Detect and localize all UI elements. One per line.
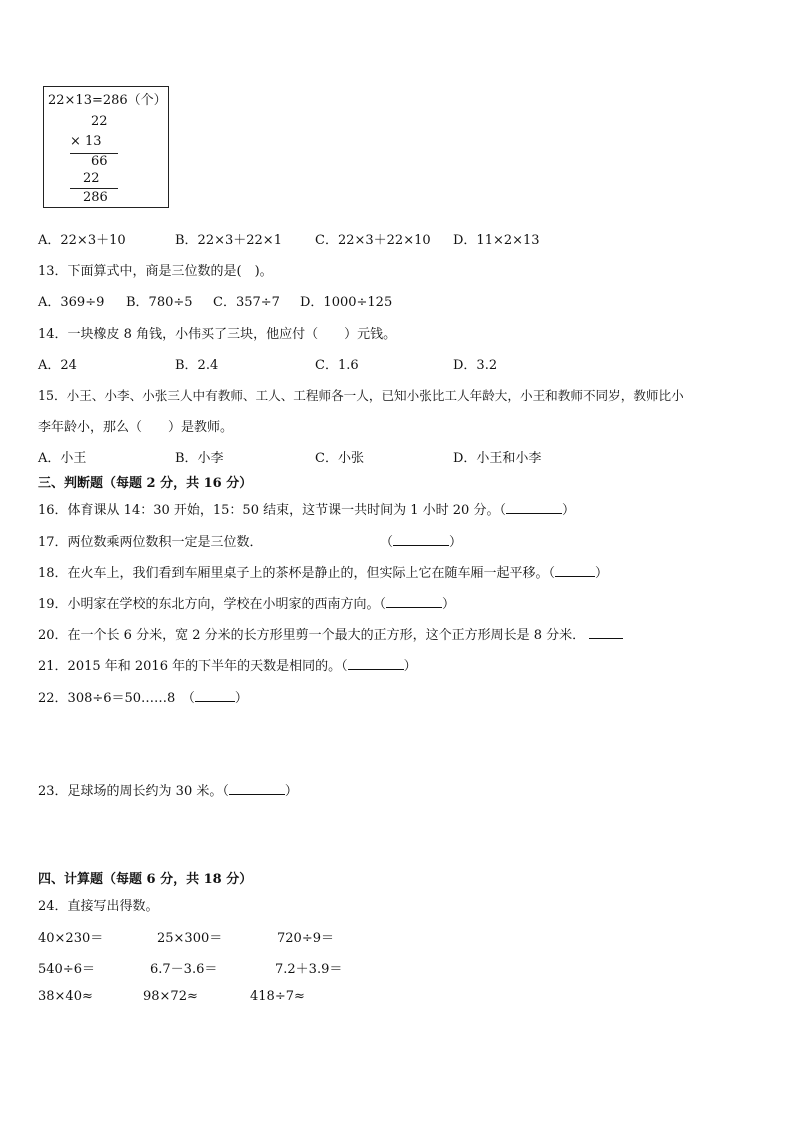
q16: [38, 499, 575, 518]
q23-tail: ）: [284, 784, 298, 799]
calc-multiplier: × 13: [70, 134, 102, 149]
q19: [38, 593, 455, 612]
q16-tail: ）: [561, 503, 575, 518]
q23-text: 23．足球场的周长约为 30 米。（: [38, 784, 229, 799]
calc-line-2: [70, 188, 118, 189]
q21-tail: ）: [403, 659, 417, 674]
q20-answer-blank[interactable]: [589, 625, 623, 639]
q14-text: 14．一块橡皮 8 角钱，小伟买了三块，他应付（ ）元钱。: [38, 327, 397, 342]
q17: [38, 531, 263, 550]
q24-item-2-3: 7.2＋3.9＝: [275, 962, 343, 977]
q17-gap: （: [380, 535, 394, 550]
q18-tail: ）: [595, 566, 609, 581]
q14-option-b: B．2.4: [175, 358, 219, 373]
q22-text: 22．308÷6＝50……8 （: [38, 691, 195, 706]
q14-option-a: A．24: [38, 358, 77, 373]
q12-option-c: C．22×3＋22×10: [315, 233, 431, 248]
q24-item-3-2: 98×72≈: [143, 989, 198, 1004]
calc-multiplicand: 22: [91, 114, 108, 129]
q24-item-2-2: 6.7－3.6＝: [150, 962, 218, 977]
calc-partial-1: 66: [91, 154, 108, 169]
q22: [38, 687, 248, 706]
q15-option-a: A．小王: [38, 451, 87, 466]
q15-line-2: 李年龄小，那么（ ）是教师。: [38, 420, 234, 435]
q24-text: 24．直接写出得数。: [38, 899, 159, 914]
q13-text: 13．下面算式中，商是三位数的是( )。: [38, 264, 273, 279]
q22-answer-blank[interactable]: [195, 688, 235, 702]
q12-option-b: B．22×3＋22×1: [175, 233, 282, 248]
q12-option-d: D．11×2×13: [453, 233, 540, 248]
q22-tail: ）: [234, 691, 248, 706]
q21: [38, 655, 417, 674]
q13-option-c: C．357÷7: [213, 295, 280, 310]
q15-line-1: 15．小王、小李、小张三人中有教师、工人、工程师各一人，已知小张比工人年龄大，小王和教师不同岁，教师比小: [38, 388, 684, 403]
q15-option-b: B．小李: [175, 451, 224, 466]
q19-text: 19．小明家在学校的东北方向，学校在小明家的西南方向。（: [38, 597, 387, 612]
vertical-multiplication-box: [43, 86, 169, 208]
q19-tail: ）: [442, 597, 456, 612]
q17-answer-blank[interactable]: [393, 532, 449, 546]
q23-answer-blank[interactable]: [229, 781, 285, 795]
q18: [38, 562, 608, 581]
section-4-title: 四、计算题（每题 6 分，共 18 分）: [38, 872, 253, 887]
calc-header: 22×13=286（个）: [48, 93, 167, 108]
calc-partial-2: 22: [83, 171, 100, 186]
q16-answer-blank[interactable]: [506, 500, 562, 514]
q17-answer: [380, 531, 462, 550]
q24-item-1-3: 720÷9＝: [277, 931, 334, 946]
q19-answer-blank[interactable]: [386, 594, 442, 608]
section-3-title: 三、判断题（每题 2 分，共 16 分）: [38, 476, 253, 491]
q16-text: 16．体育课从 14：30 开始，15：50 结束，这节课一共时间为 1 小时 20 分。（: [38, 503, 506, 518]
q12-option-a: A．22×3＋10: [38, 233, 126, 248]
q23: [38, 780, 298, 799]
q15-option-c: C．小张: [315, 451, 364, 466]
q24-item-2-1: 540÷6＝: [38, 962, 95, 977]
q13-option-b: B．780÷5: [126, 295, 193, 310]
q24-item-1-2: 25×300＝: [157, 931, 223, 946]
q24-item-3-1: 38×40≈: [38, 989, 93, 1004]
q14-option-d: D．3.2: [453, 358, 498, 373]
q13-option-a: A．369÷9: [38, 295, 105, 310]
q24-item-1-1: 40×230＝: [38, 931, 104, 946]
q17-text: 17．两位数乘两位数积一定是三位数．: [38, 535, 263, 550]
q21-text: 21．2015 年和 2016 年的下半年的天数是相同的。（: [38, 659, 348, 674]
calc-product: 286: [83, 190, 108, 205]
q20: [38, 624, 623, 643]
q18-answer-blank[interactable]: [555, 563, 595, 577]
q21-answer-blank[interactable]: [348, 656, 404, 670]
q18-text: 18．在火车上，我们看到车厢里桌子上的茶杯是静止的，但实际上它在随车厢一起平移。（: [38, 566, 556, 581]
q13-option-d: D．1000÷125: [300, 295, 393, 310]
q15-option-d: D．小王和小李: [453, 451, 542, 466]
q17-tail: ）: [449, 535, 463, 550]
q14-option-c: C．1.6: [315, 358, 359, 373]
q20-text: 20．在一个长 6 分米，宽 2 分米的长方形里剪一个最大的正方形，这个正方形周长是 8 分米．: [38, 628, 586, 643]
q24-item-3-3: 418÷7≈: [250, 989, 305, 1004]
